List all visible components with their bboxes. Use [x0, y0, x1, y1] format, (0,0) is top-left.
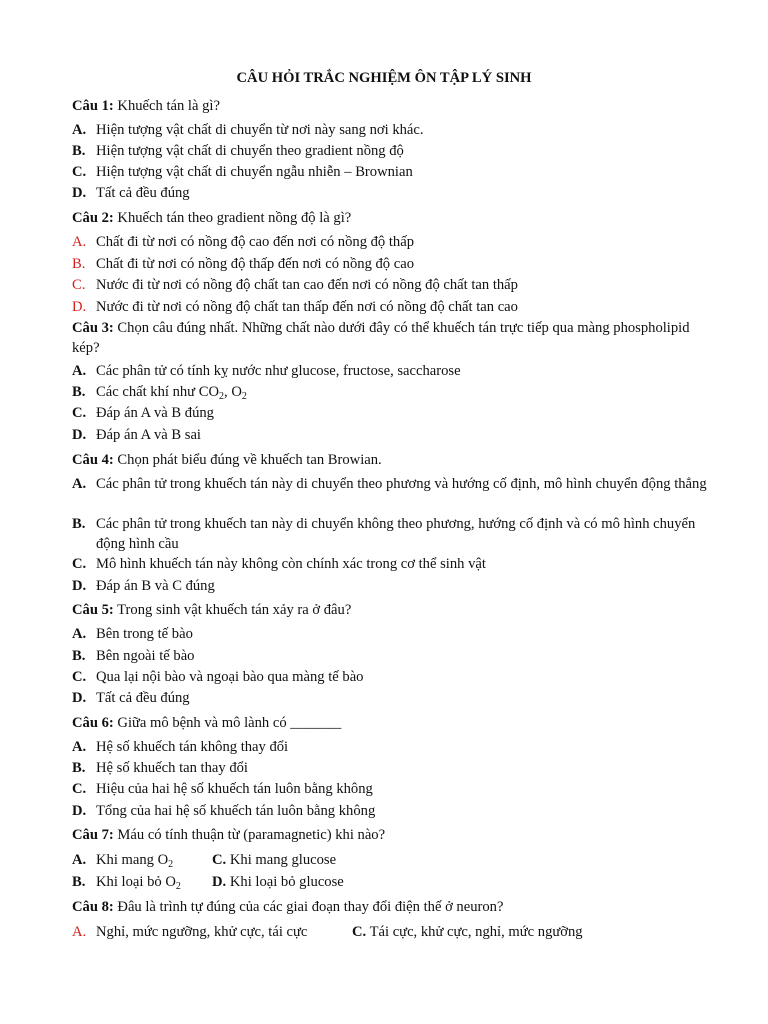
option-letter: B. — [72, 516, 86, 532]
option-text: Tổng của hai hệ số khuếch tán luôn bằng không — [96, 803, 376, 819]
option-text: Hệ số khuếch tán không thay đổi — [96, 739, 289, 755]
question-text: Khuếch tán theo gradient nồng độ là gì? — [113, 210, 352, 226]
option-text: Khi loại bỏ glucose — [229, 874, 344, 890]
question-number: Câu 6: — [72, 715, 114, 731]
option-text: Chất đi từ nơi có nồng độ cao đến nơi có nồng độ thấp — [96, 234, 415, 250]
option-text: Khi mang glucose — [229, 852, 337, 868]
option-text: Tất cả đều đúng — [96, 690, 190, 706]
question-1 — [72, 96, 712, 116]
question-5 — [72, 600, 712, 620]
question-number: Câu 1: — [72, 98, 114, 114]
option-text: Nước đi từ nơi có nồng độ chất tan thấp đến nơi có nồng độ chất tan cao — [96, 299, 518, 315]
question-number: Câu 3: — [72, 320, 114, 336]
option-letter: A. — [72, 122, 87, 138]
option-letter: B. — [72, 143, 86, 159]
option-text: Các phân tử có tính kỵ nước như glucose, fructose, saccharose — [96, 363, 461, 379]
option-second-column — [212, 850, 336, 870]
question-text: Đâu là trình tự đúng của các giai đoạn thay đổi điện thế ở neuron? — [113, 899, 504, 915]
option-letter: C. — [72, 669, 87, 685]
option-text: Đáp án B và C đúng — [96, 578, 215, 594]
question-text: Trong sinh vật khuếch tán xảy ra ở đâu? — [113, 602, 352, 618]
option-letter: C. — [72, 277, 86, 293]
question-number: Câu 7: — [72, 827, 114, 843]
option-text: Đáp án A và B sai — [96, 427, 201, 443]
option-letter: A. — [72, 739, 87, 755]
option-letter: B. — [72, 874, 86, 890]
question-2 — [72, 208, 712, 228]
option-letter: D. — [72, 185, 87, 201]
option-text: Đáp án A và B đúng — [96, 405, 214, 421]
option-text: Bên trong tế bào — [96, 626, 193, 642]
option-text: Các phân tử trong khuếch tán này di chuyển theo phương và hướng cố định, mô hình chuyển động thẳng — [96, 476, 707, 492]
option-letter: D. — [72, 690, 87, 706]
option-letter: C. — [72, 405, 87, 421]
option-letter: A. — [72, 852, 87, 868]
option-letter: D. — [72, 299, 87, 315]
option-letter: D. — [72, 803, 87, 819]
question-text: Chọn phát biểu đúng về khuếch tan Browian. — [113, 452, 382, 468]
option-text: Qua lại nội bào và ngoại bào qua màng tế bào — [96, 669, 364, 685]
option-letter: D. — [72, 578, 87, 594]
question-text: Giữa mô bệnh và mô lành có _______ — [113, 715, 342, 731]
option-letter: C. — [72, 164, 87, 180]
option-letter: D. — [212, 874, 227, 890]
option-second-column — [352, 922, 583, 942]
option-text: Các phân tử trong khuếch tan này di chuyển không theo phương, hướng cố định và có mô hình chuyển động hình cầu — [96, 516, 696, 552]
option-text: Hiệu của hai hệ số khuếch tán luôn bằng không — [96, 781, 373, 797]
question-6 — [72, 713, 712, 733]
option-text: Hệ số khuếch tan thay đổi — [96, 760, 248, 776]
option-text: Mô hình khuếch tán này không còn chính xác trong cơ thể sinh vật — [96, 556, 486, 572]
option-text: Khi mang $O_2$ — [96, 852, 174, 870]
question-3 — [72, 318, 712, 358]
document-title: CÂU HỎI TRẮC NGHIỆM ÔN TẬP LÝ SINH — [236, 70, 532, 86]
option-letter: B. — [72, 384, 86, 400]
option-letter: D. — [72, 427, 87, 443]
option-text: Hiện tượng vật chất di chuyển ngẫu nhiễn – Brownian — [96, 164, 413, 180]
option-text: Tái cực, khử cực, nghỉ, mức ngưỡng — [369, 924, 583, 940]
option-letter: C. — [352, 924, 367, 940]
option-letter: B. — [72, 256, 86, 272]
option-letter: A. — [72, 626, 87, 642]
option-second-column — [212, 872, 344, 892]
question-number: Câu 4: — [72, 452, 114, 468]
question-text: Máu có tính thuận từ (paramagnetic) khi nào? — [113, 827, 386, 843]
question-7 — [72, 825, 712, 845]
option-letter: B. — [72, 760, 86, 776]
option-letter: C. — [72, 781, 87, 797]
option-text: Tất cả đều đúng — [96, 185, 190, 201]
question-text: Khuếch tán là gì? — [113, 98, 220, 114]
option-letter: C. — [72, 556, 87, 572]
question-number: Câu 2: — [72, 210, 114, 226]
option-text: Các chất khí như $CO_2$, $O_2$ — [96, 384, 247, 402]
question-4 — [72, 450, 712, 470]
option-letter: A. — [72, 476, 87, 492]
option-text: Hiện tượng vật chất di chuyển theo gradient nồng độ — [96, 143, 404, 159]
option-letter: C. — [212, 852, 227, 868]
option-letter: A. — [72, 924, 87, 940]
option-letter: A. — [72, 363, 87, 379]
option-text: Nghỉ, mức ngưỡng, khử cực, tái cực — [96, 924, 308, 940]
option-text: Chất đi từ nơi có nồng độ thấp đến nơi có nồng độ cao — [96, 256, 415, 272]
option-text: Nước đi từ nơi có nồng độ chất tan cao đến nơi có nồng độ chất tan thấp — [96, 277, 518, 293]
question-8 — [72, 897, 712, 917]
question-text: Chọn câu đúng nhất. Những chất nào dưới đây có thể khuếch tán trực tiếp qua màng phospholipid kép? — [72, 320, 690, 356]
option-text: Khi loại bỏ $O_2$ — [96, 874, 181, 892]
option-text: Bên ngoài tế bào — [96, 648, 195, 664]
option-letter: A. — [72, 234, 87, 250]
question-number: Câu 5: — [72, 602, 114, 618]
question-number: Câu 8: — [72, 899, 114, 915]
option-text: Hiện tượng vật chất di chuyển từ nơi này sang nơi khác. — [96, 122, 424, 138]
option-letter: B. — [72, 648, 86, 664]
